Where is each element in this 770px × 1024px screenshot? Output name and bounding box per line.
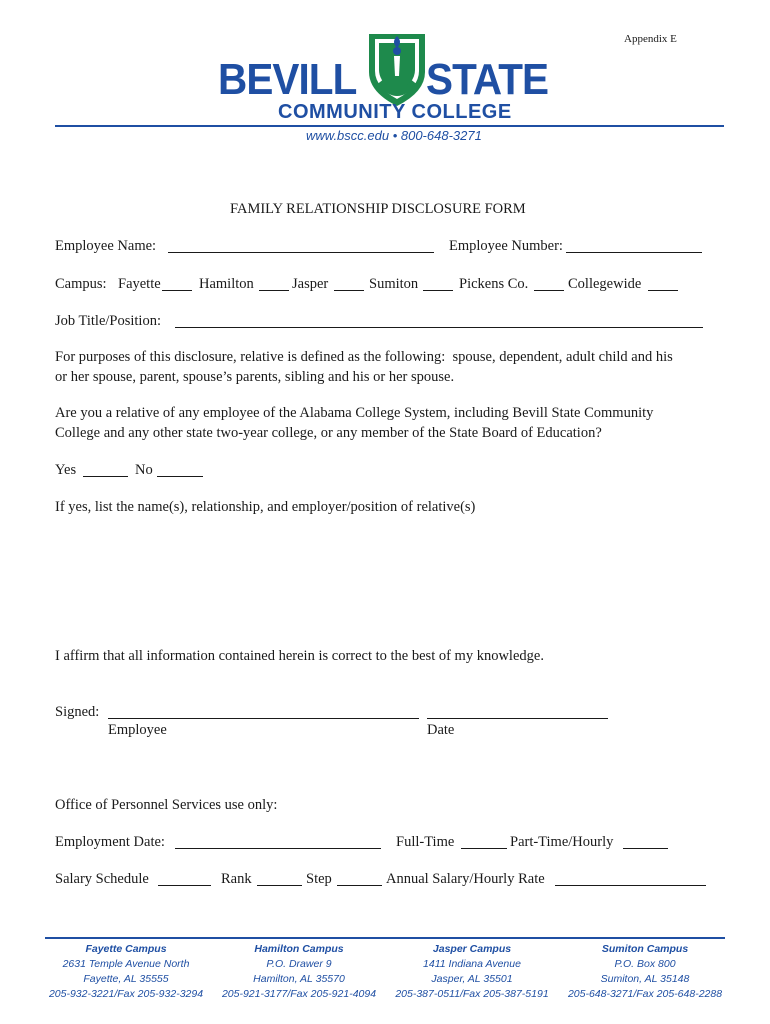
full-time-field[interactable] [461, 836, 507, 849]
employee-name-field[interactable] [168, 240, 434, 253]
footer-phone: 205-387-0511/Fax 205-387-5191 [395, 988, 549, 1000]
annual-salary-label: Annual Salary/Hourly Rate [386, 871, 545, 887]
campus-hamilton: Hamilton [199, 276, 254, 292]
logo-subtitle: COMMUNITY COLLEGE [278, 101, 512, 123]
rank-label: Rank [221, 871, 252, 887]
campus-hamilton-field[interactable] [259, 278, 289, 291]
logo-contact: www.bscc.edu • 800-648-3271 [306, 128, 482, 143]
part-time-label: Part-Time/Hourly [510, 834, 614, 850]
rank-field[interactable] [257, 873, 302, 886]
part-time-field[interactable] [623, 836, 668, 849]
date-field[interactable] [427, 706, 608, 719]
employment-date-field[interactable] [175, 836, 381, 849]
footer-hamilton [204, 942, 394, 1002]
seal-icon [358, 32, 436, 110]
job-title-field[interactable] [175, 315, 703, 328]
campus-fayette: Fayette [118, 276, 161, 292]
footer-city: Hamilton, AL 35570 [253, 973, 345, 985]
campus-pickens: Pickens Co. [459, 276, 529, 292]
employee-number-label: Employee Number: [449, 238, 563, 254]
footer-campus-name: Fayette Campus [85, 943, 167, 955]
footer-address: 1411 Indiana Avenue [423, 958, 521, 970]
footer-jasper [377, 942, 567, 1002]
employee-number-field[interactable] [566, 240, 702, 253]
definition-line-2: or her spouse, parent, spouse’s parents, sibling and his or her spouse. [55, 369, 455, 385]
footer-sumiton [550, 942, 740, 1002]
appendix-label: Appendix E [624, 33, 677, 45]
salary-schedule-field[interactable] [158, 873, 211, 886]
campus-jasper: Jasper [292, 276, 329, 292]
no-label: No [135, 462, 153, 478]
footer-divider [45, 937, 725, 939]
campus-jasper-field[interactable] [334, 278, 364, 291]
relatives-area[interactable] [55, 520, 705, 630]
footer-address: 2631 Temple Avenue North [62, 958, 190, 970]
employee-name-label: Employee Name: [55, 238, 157, 254]
if-yes-instruction: If yes, list the name(s), relationship, and employer/position of relative(s) [55, 499, 476, 515]
signature-field[interactable] [108, 706, 419, 719]
job-title-label: Job Title/Position: [55, 313, 161, 329]
footer-phone: 205-932-3221/Fax 205-932-3294 [48, 988, 204, 1000]
campus-label: Campus: [55, 276, 107, 292]
full-time-label: Full-Time [396, 834, 455, 850]
campus-collegewide-field[interactable] [648, 278, 678, 291]
office-use-heading: Office of Personnel Services use only: [55, 797, 278, 813]
footer-campus-name: Hamilton Campus [254, 943, 344, 955]
question-line-2: College and any other state two-year college, or any member of the State Board of Education? [55, 425, 602, 441]
question-line-1: Are you a relative of any employee of the Alabama College System, including Bevill State Community [55, 405, 654, 421]
footer-city: Fayette, AL 35555 [83, 973, 169, 985]
affirmation-text: I affirm that all information contained herein is correct to the best of my knowledge. [55, 648, 544, 664]
no-field[interactable] [157, 464, 203, 477]
step-label: Step [306, 871, 332, 887]
definition-line-1: For purposes of this disclosure, relative is defined as the following: spouse, dependent, adult child and his [55, 349, 673, 365]
footer-fayette [31, 942, 221, 1002]
footer-campus-name: Sumiton Campus [601, 943, 689, 955]
footer-city: Sumiton, AL 35148 [600, 973, 690, 985]
salary-schedule-label: Salary Schedule [55, 871, 149, 887]
logo-left-word: BEVILL [218, 55, 357, 104]
footer-phone: 205-921-3177/Fax 205-921-4094 [221, 988, 377, 1000]
footer-phone: 205-648-3271/Fax 205-648-2288 [567, 988, 723, 1000]
form-title: FAMILY RELATIONSHIP DISCLOSURE FORM [230, 201, 526, 217]
employment-date-label: Employment Date: [55, 834, 165, 850]
date-caption: Date [427, 722, 455, 738]
header-divider [55, 125, 724, 127]
yes-field[interactable] [83, 464, 128, 477]
footer-address: P.O. Drawer 9 [266, 958, 332, 970]
campus-collegewide: Collegewide [568, 276, 642, 292]
footer-address: P.O. Box 800 [614, 958, 676, 970]
college-logo [218, 32, 558, 147]
signed-label: Signed: [55, 704, 100, 720]
campus-pickens-field[interactable] [534, 278, 564, 291]
campus-fayette-field[interactable] [162, 278, 192, 291]
campus-sumiton-field[interactable] [423, 278, 453, 291]
step-field[interactable] [337, 873, 382, 886]
employee-caption: Employee [108, 722, 167, 738]
annual-salary-field[interactable] [555, 873, 706, 886]
campus-sumiton: Sumiton [369, 276, 419, 292]
yes-label: Yes [55, 462, 77, 478]
footer-city: Jasper, AL 35501 [431, 973, 513, 985]
logo-right-word: STATE [426, 55, 549, 104]
footer-campus-name: Jasper Campus [432, 943, 512, 955]
